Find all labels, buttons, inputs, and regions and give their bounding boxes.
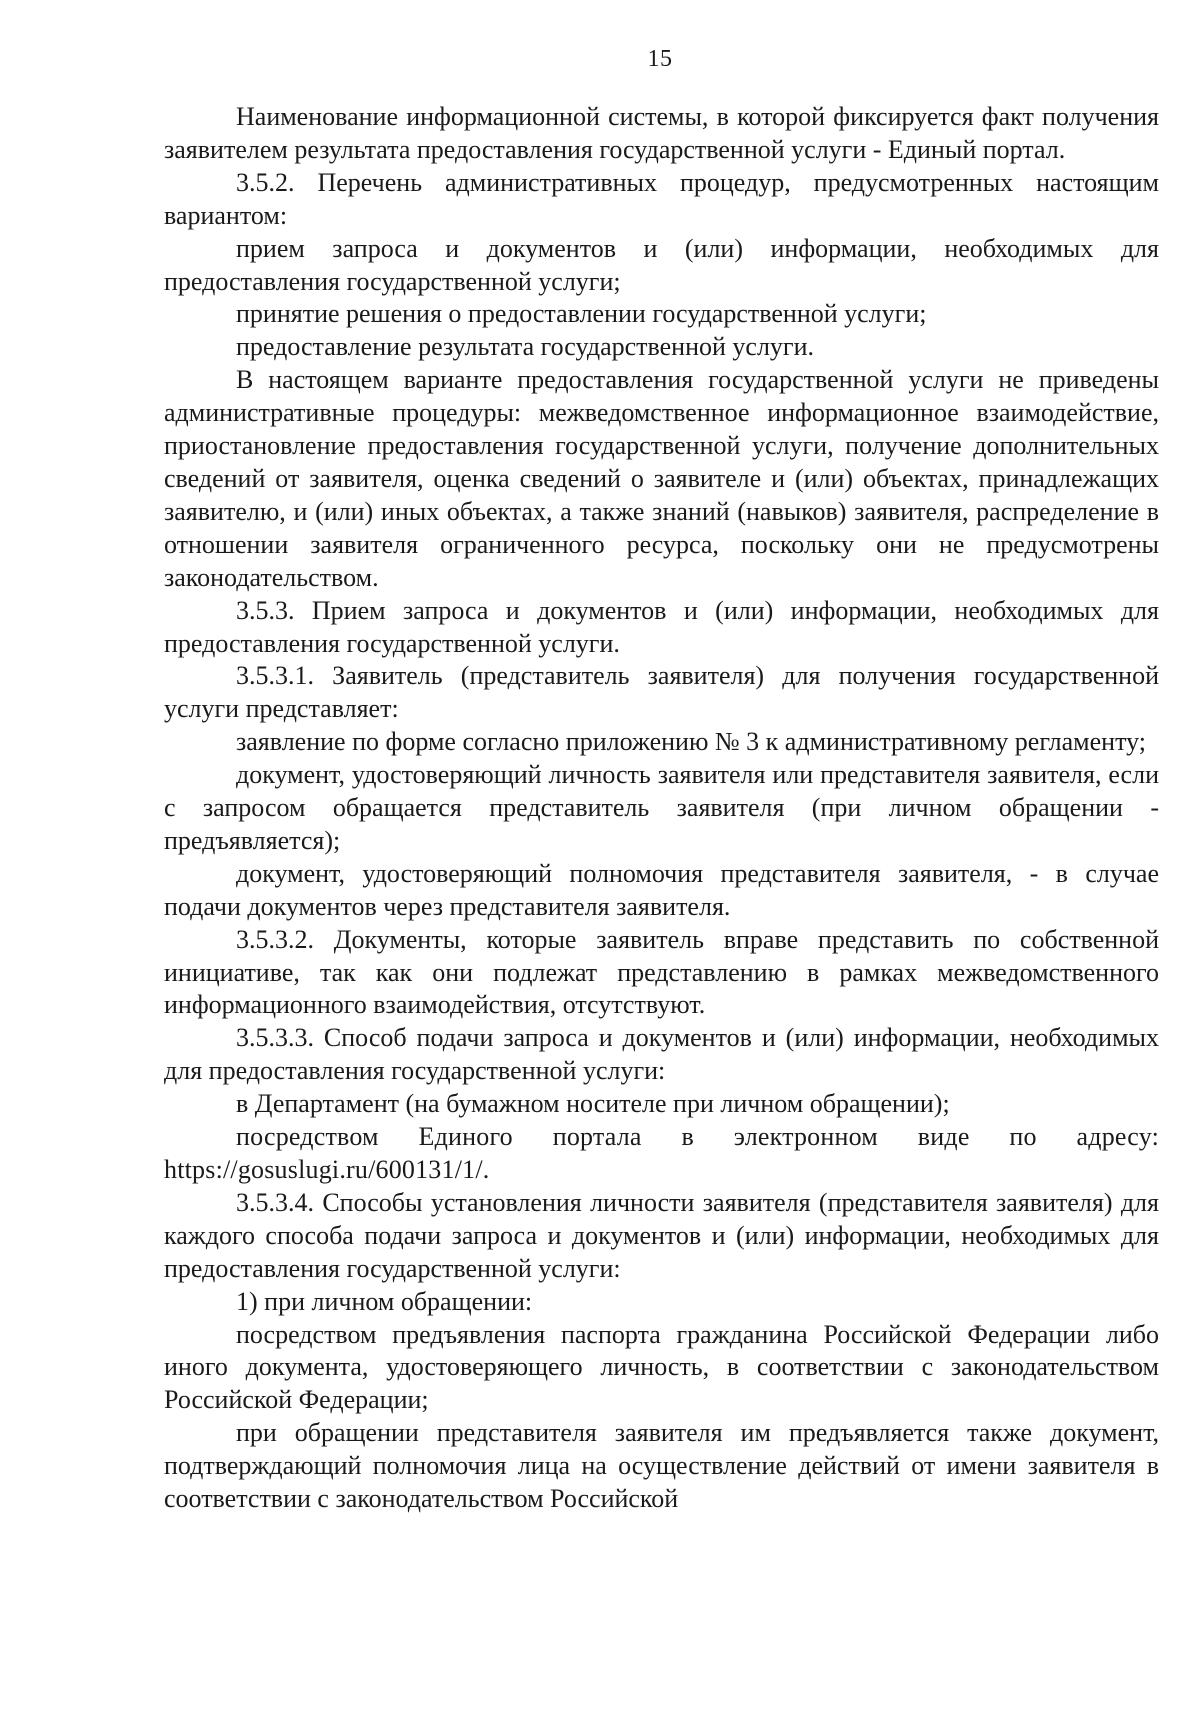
- list-item-procedure-2: принятие решения о предоставлении государственной услуги;: [236, 299, 927, 329]
- list-item-passport: посредством предъявления паспорта гражданина Российской Федерации либо иного документа, удостоверяющего личность, в соответствии с законодательством Российской Федерации;: [164, 1319, 1159, 1415]
- page-number: 15: [647, 46, 673, 72]
- list-item-identity-document: документ, удостоверяющий личность заявителя или представителя заявителя, если с запросом обращается представитель заявителя (при личном обращении - предъявляется);: [164, 760, 1159, 855]
- document-body: [164, 101, 1159, 1516]
- list-item-portal-url: посредством Единого портала в электронном виде по адресу: https://gosuslugi.ru/600131/1/.: [164, 1122, 1159, 1184]
- paragraph-3-5-3-3: 3.5.3.3. Способ подачи запроса и документов и (или) информации, необходимых для предоставления государственной услуги:: [164, 1023, 1159, 1086]
- list-item-application: заявление по форме согласно приложению № 3 к административному регламенту;: [236, 727, 1146, 757]
- paragraph-3-5-2: 3.5.2. Перечень административных процедур, предусмотренных настоящим вариантом:: [164, 167, 1159, 230]
- paragraph-3-5-3-4: 3.5.3.4. Способы установления личности заявителя (представителя заявителя) для каждого способа подачи запроса и документов и (или) информации, необходимых для предоставления государственной услуги:: [164, 1187, 1159, 1283]
- paragraph-info-system: Наименование информационной системы, в которой фиксируется факт получения заявителем результата предоставления государственной услуги - Единый портал.: [164, 102, 1159, 164]
- list-item-representative: при обращении представителя заявителя им предъявляется также документ, подтверждающий полномочия лица на осуществление действий от имени заявителя в соответствии с законодательством Российской: [164, 1418, 1159, 1514]
- paragraph-3-5-3-2: 3.5.3.2. Документы, которые заявитель вправе представить по собственной инициативе, так как они подлежат представлению в рамках межведомственного информационного взаимодействия, отсутствуют.: [164, 924, 1159, 1020]
- list-item-department: в Департамент (на бумажном носителе при личном обращении);: [236, 1089, 950, 1119]
- paragraph-3-5-3: 3.5.3. Прием запроса и документов и (или) информации, необходимых для предоставления государственной услуги.: [164, 595, 1159, 658]
- paragraph-3-5-3-1: 3.5.3.1. Заявитель (представитель заявителя) для получения государственной услуги представляет:: [164, 661, 1159, 724]
- paragraph-excluded-procedures: В настоящем варианте предоставления государственной услуги не приведены административные процедуры: межведомственное информационное взаимодействие, приостановление предоставления государственной услуги, получение дополнительных сведений от заявителя, оценка сведений о заявителе и (или) объектах, принадлежащих заявителю, и (или) иных объектах, а также знаний (навыков) заявителя, распределение в отношении заявителя ограниченного ресурса, поскольку они не предусмотрены законодательством.: [164, 365, 1159, 592]
- list-item-in-person: 1) при личном обращении:: [236, 1286, 533, 1316]
- list-item-procedure-3: предоставление результата государственной услуги.: [236, 332, 815, 362]
- list-item-authority-document: документ, удостоверяющий полномочия представителя заявителя, - в случае подачи документов через представителя заявителя.: [164, 858, 1159, 921]
- list-item-procedure-1: прием запроса и документов и (или) информации, необходимых для предоставления государственной услуги;: [164, 233, 1159, 296]
